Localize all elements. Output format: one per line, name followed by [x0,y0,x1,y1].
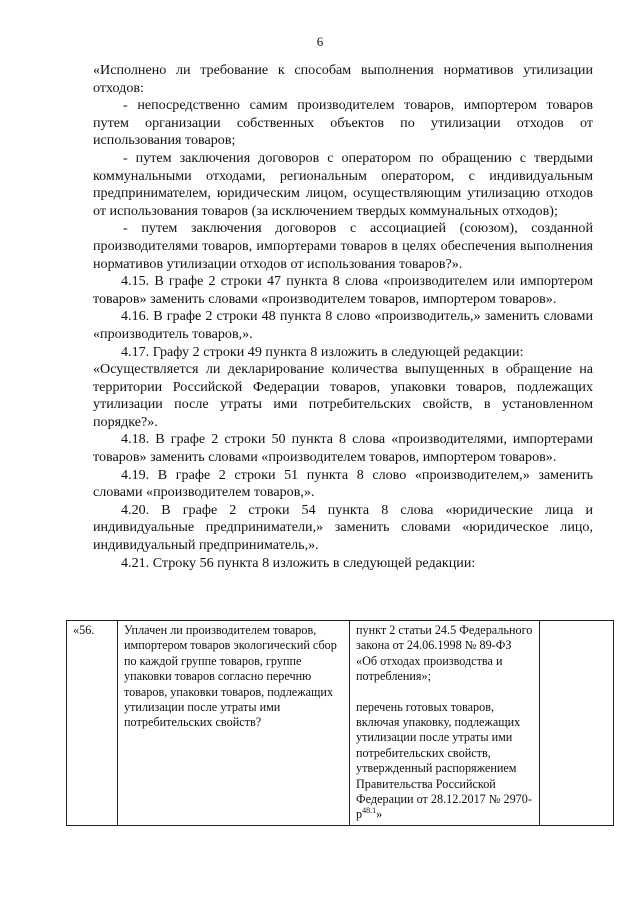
paragraph-4-19: 4.19. В графе 2 строки 51 пункта 8 слово «производителем,» заменить словами «производителем товаров,». [93,466,593,501]
paragraph-4-18: 4.18. В графе 2 строки 50 пункта 8 слова «производителями, импортерами товаров» заменить словами «производителем товаров, импортером товаров». [93,431,593,466]
empty-cell [540,621,614,826]
paragraph-option-operator-contracts: - путем заключения договоров с оператором по обращению с твердыми коммунальными отходами, региональным оператором, с индивидуальным предпринимателем, юридическим лицом, осуществляющим утилизацию отходов от использования товаров (за исключением твердых коммунальных отходов); [93,149,593,219]
paragraph-4-17-text: «Осуществляется ли декларирование количества выпущенных в обращение на территории Российской Федерации товаров, упаковки товаров, подлежащих утилизации после утраты ими потребительских свойств, в установленном порядке?». [93,361,593,430]
row-56-table [66,620,614,826]
paragraph-4-17: 4.17. Графу 2 строки 49 пункта 8 изложить в следующей редакции: [121,343,524,360]
reference-list [356,700,535,823]
reference-list-text: перечень готовых товаров, включая упаковку, подлежащих утилизации после утраты ими потребительских свойств, утвержденный распоряжением Правительства Российской Федерации от 28.12.2017 № 2970-р [356,699,532,822]
footnote-marker: 48.1 [362,806,377,816]
paragraph-option-association-contracts: - путем заключения договоров с ассоциацией (союзом), созданной производителями товаров, импортерами товаров в целях обеспечения выполнения нормативов утилизации отходов от использования товаров?». [93,220,593,272]
paragraph-question-intro: «Исполнено ли требование к способам выполнения нормативов утилизации отходов: [93,62,593,96]
paragraph-4-21: 4.21. Строку 56 пункта 8 изложить в следующей редакции: [121,554,476,571]
document-body [93,62,593,572]
question-cell: Уплачен ли производителем товаров, импортером товаров экологический сбор по каждой группе товаров, группе упаковки товаров согласно перечню товаров, упаковки товаров, подлежащих утилизации после утраты ими потребительских свойств? [118,621,350,826]
paragraph-4-15: 4.15. В графе 2 строки 47 пункта 8 слова «производителем или импортером товаров» заменить словами «производителем товаров, импортером товаров». [93,273,593,307]
row-number-cell: «56. [67,621,118,826]
table-row [67,621,614,826]
reference-law: пункт 2 статьи 24.5 Федерального закона от 24.06.1998 № 89-ФЗ «Об отходах производства и потребления»; [356,623,533,684]
page-number: 6 [316,34,324,49]
paragraph-4-20: 4.20. В графе 2 строки 54 пункта 8 слова «юридические лица и индивидуальные предприниматели,» заменить словами «юридическое лицо, индивидуальный предприниматель,». [93,501,593,554]
paragraph-4-16: 4.16. В графе 2 строки 48 пункта 8 слово «производитель,» заменить словами «производитель товаров,». [93,308,593,342]
closing-quote: » [376,807,383,822]
reference-cell [350,621,540,826]
paragraph-option-own-facilities: - непосредственно самим производителем товаров, импортером товаров путем организации собственных объектов по утилизации отходов от использования товаров; [93,97,593,149]
